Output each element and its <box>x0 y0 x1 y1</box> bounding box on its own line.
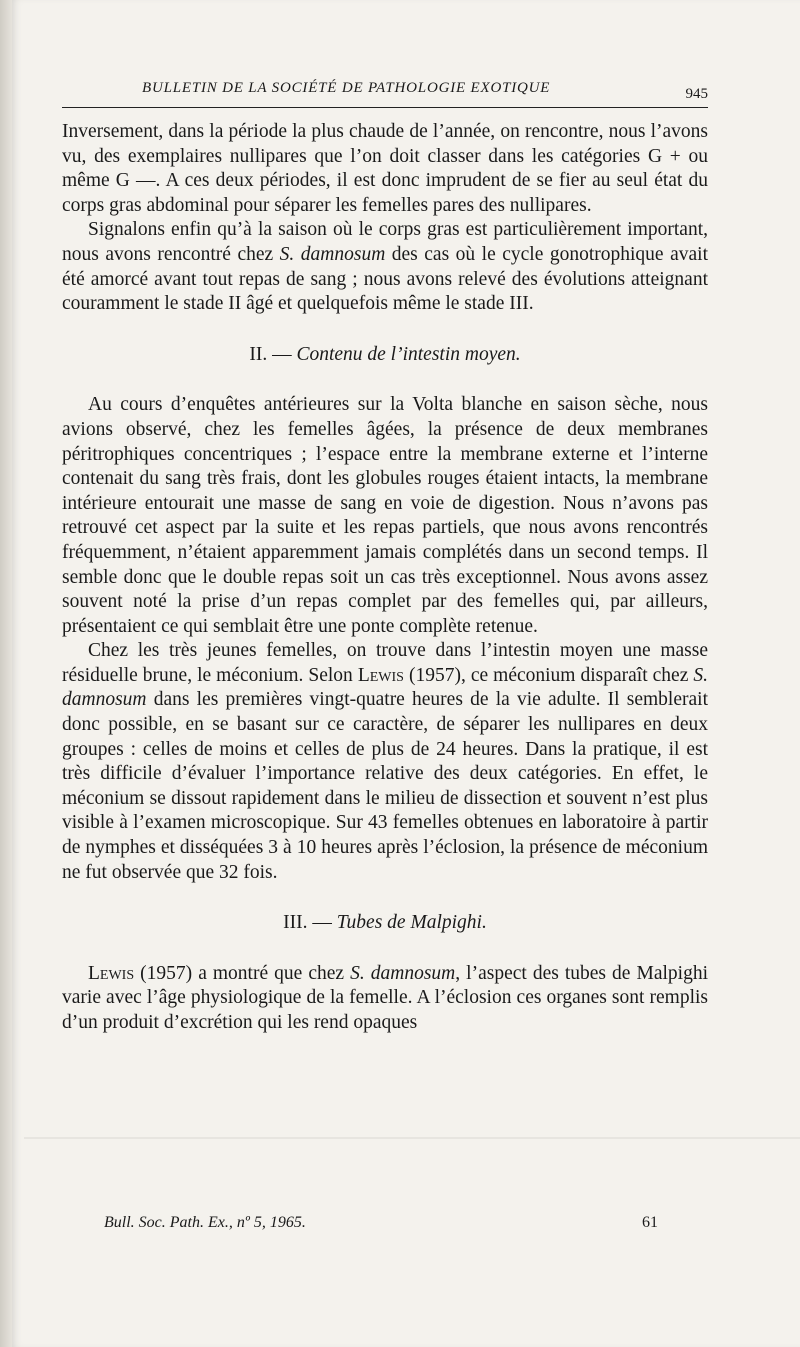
paragraph-5-text-b: , l’aspect des tubes de Malpighi varie avec l’âge physiologique de la femelle. A l’éclosion ces organes sont remplis d’un produit d’excrétion qui les rend opaques <box>62 962 708 1033</box>
paragraph-5-text-a: (1957) a montré que chez <box>134 962 351 984</box>
paragraph-3: Au cours d’enquêtes antérieures sur la Volta blanche en saison sèche, nous avions observé, chez les femelles âgées, la présence de deux membranes péritrophiques concentriques ; l’espace entre la membrane externe et l’interne contenait du sang très frais, dont les globules rouges étaient intacts, la membrane intérieure entourait une masse de sang en voie de digestion. Nous n’avons pas retrouvé cet aspect par la suite et les repas partiels, que nous avons rencontrés fréquemment, n’étaient apparemment jamais complétés dans un second temps. Il semble donc que le double repas soit un cas très exceptionnel. Nous avons assez souvent noté la prise d’un repas complet par des femelles qui, par ailleurs, présentaient ce qui semblait être une ponte complète retenue. <box>62 394 708 637</box>
page-edge-shadow <box>0 0 12 1347</box>
paragraph-2 <box>62 218 708 316</box>
species-name: S. damnosum <box>350 962 456 984</box>
paragraph-1: Inversement, dans la période la plus chaude de l’année, on rencontre, nous l’avons vu, des exemplaires nullipares que l’on doit classer dans les catégories G + ou même G —. A ces deux périodes, il est donc imprudent de se fier au seul état du corps gras abdominal pour séparer les femelles pares des nullipares. <box>62 121 708 216</box>
paragraph-2-text-a: Signalons enfin qu’à la saison où le corps gras est particulièrement important, nous avons rencontré chez <box>62 219 708 265</box>
journal-title: BULLETIN DE LA SOCIÉTÉ DE PATHOLOGIE EXOTIQUE <box>142 80 551 96</box>
paragraph-4-text-b: (1957), ce méconium disparaît chez <box>403 664 694 686</box>
signature-mark: 61 <box>642 1214 658 1231</box>
header-rule <box>62 107 708 108</box>
section-title: Contenu de l’intestin moyen. <box>296 343 521 365</box>
running-header <box>62 80 708 104</box>
journal-citation: Bull. Soc. Path. Ex., nº 5, 1965. <box>104 1214 306 1231</box>
section-heading-3 <box>62 911 708 936</box>
section-number: II. — <box>249 343 292 365</box>
paragraph-2-text-b: des cas où le cycle gonotrophique avait été amorcé avant tout repas de sang ; nous avons relevé des évolutions atteignant couramment le stade II âgé et quelquefois même le stade III. <box>62 243 708 315</box>
section-heading-2 <box>62 343 708 368</box>
article-body <box>62 120 708 1036</box>
section-title: Tubes de Malpighi. <box>336 912 487 934</box>
page-number: 945 <box>685 86 708 102</box>
section-number: III. — <box>283 912 332 934</box>
paragraph-5 <box>62 962 708 1036</box>
paragraph-4 <box>62 639 708 885</box>
paragraph-4-text-a: Chez les très jeunes femelles, on trouve dans l’intestin moyen une masse résiduelle brune, le méconium. Selon <box>62 640 708 686</box>
page-footer <box>62 1214 708 1238</box>
author-name: Lewis <box>88 962 135 984</box>
author-name: Lewis <box>357 664 404 686</box>
paper-crease <box>24 1137 800 1139</box>
species-name: S. damnosum <box>62 664 708 711</box>
paragraph-4-text-c: dans les premières vingt-quatre heures de la vie adulte. Il semblerait donc possible, en se basant sur ce caractère, de séparer les nullipares en deux groupes : celles de moins et celles de plus de 24 heures. Dans la pratique, il est très difficile d’évaluer l’importance relative des deux catégories. En effet, le méconium se dissout rapidement dans le milieu de dissection et souvent n’est plus visible à l’examen microscopique. Sur 43 femelles obtenues en laboratoire à partir de nymphes et disséquées 3 à 10 heures après l’éclosion, la présence de méconium ne fut observée que 32 fois. <box>62 689 708 883</box>
species-name: S. damnosum <box>279 243 386 265</box>
